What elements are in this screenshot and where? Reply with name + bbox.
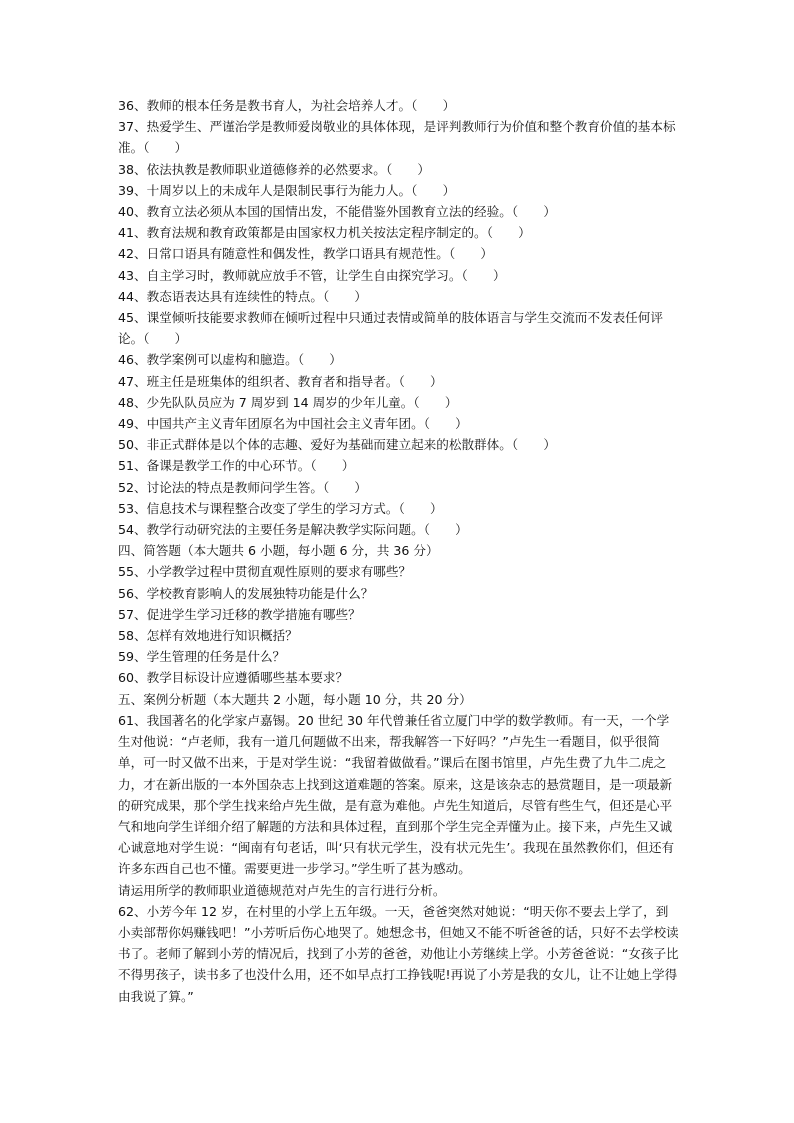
question-51: 51、备课是教学工作的中心环节。（ ） bbox=[118, 458, 355, 474]
question-50: 50、非正式群体是以个体的志趣、爱好为基础而建立起来的松散群体。（ ） bbox=[118, 437, 556, 453]
question-56: 56、学校教育影响人的发展独特功能是什么？ bbox=[118, 585, 374, 601]
question-42: 42、日常口语具有随意性和偶发性，教学口语具有规范性。（ ） bbox=[118, 246, 493, 262]
question-60: 60、教学目标设计应遵循哪些基本要求？ bbox=[118, 670, 349, 686]
question-55: 55、小学教学过程中贯彻直观性原则的要求有哪些？ bbox=[118, 564, 412, 580]
question-61-prompt: 请运用所学的教师职业道德规范对卢先生的言行进行分析。 bbox=[118, 882, 446, 898]
question-40: 40、教育立法必须从本国的国情出发，不能借鉴外国教育立法的经验。（ ） bbox=[118, 204, 556, 220]
question-46: 46、教学案例可以虚构和臆造。（ ） bbox=[118, 352, 342, 368]
question-37: 37、热爱学生、严谨治学是教师爱岗敬业的具体体现，是评判教师行为价值和整个教育价值的基本标准。（ ） bbox=[118, 119, 676, 156]
question-48: 48、少先队队员应为 7 周岁到 14 周岁的少年儿童。（ ） bbox=[118, 394, 458, 410]
question-57: 57、促进学生学习迁移的教学措施有哪些？ bbox=[118, 606, 361, 622]
question-58: 58、怎样有效地进行知识概括？ bbox=[118, 628, 298, 644]
question-59: 59、学生管理的任务是什么？ bbox=[118, 649, 286, 665]
question-43: 43、自主学习时，教师就应放手不管，让学生自由探究学习。（ ） bbox=[118, 267, 506, 283]
question-38: 38、依法执教是教师职业道德修养的必然要求。（ ） bbox=[118, 161, 430, 177]
question-61: 61、我国著名的化学家卢嘉锡。20 世纪 30 年代曾兼任省立厦门中学的数学教师。有一天，一个学生对他说：“卢老师，我有一道几何题做不出来，帮我解答一下好吗？”卢先生一看题目，似乎很简单，可一时又做不出来，于是对学生说：“我留着做做看。”课后在图书馆里，卢先生费了九牛二虎之力，才在新出版的一本外国杂志上找到这道难题的答案。原来，这是该杂志的悬赏题目，是一项最新的研究成果，那个学生找来给卢先生做，是有意为难他。卢先生知道后，尽管有些生气，但还是心平气和地向学生详细介绍了解题的方法和具体过程，直到那个学生完全弄懂为止。接下来，卢先生又诚心诚意地对学生说：“闽南有句老话，叫‘只有状元学生，没有状元先生’。我现在虽然教你们，但还有许多东西自己也不懂。需要更进一步学习。”学生听了甚为感动。 bbox=[118, 712, 675, 877]
question-44: 44、教态语表达具有连续性的特点。（ ） bbox=[118, 288, 368, 304]
exam-page bbox=[118, 95, 680, 1007]
question-53: 53、信息技术与课程整合改变了学生的学习方式。（ ） bbox=[118, 500, 443, 516]
question-36: 36、教师的根本任务是教书育人，为社会培养人才。（ ） bbox=[118, 98, 456, 113]
question-39: 39、十周岁以上的未成年人是限制民事行为能力人。（ ） bbox=[118, 182, 456, 198]
section-heading-case-analysis: 五、案例分析题（本大题共 2 小题，每小题 10 分，共 20 分） bbox=[118, 691, 472, 707]
question-62: 62、小芳今年 12 岁，在村里的小学上五年级。一天，爸爸突然对她说：“明天你不要去上学了，到小卖部帮你妈赚钱吧！”小芳听后伤心地哭了。她想念书，但她又不能不听爸爸的话，只好不去学校读书了。老师了解到小芳的情况后，找到了小芳的爸爸，劝他让小芳继续上学。小芳爸爸说：“女孩子比不得男孩子，读书多了也没什么用，还不如早点打工挣钱呢!再说了小芳是我的女儿，让不让她上学得由我说了算。” bbox=[118, 903, 679, 1004]
question-54: 54、教学行动研究法的主要任务是解决教学实际问题。（ ） bbox=[118, 522, 468, 538]
question-52: 52、讨论法的特点是教师问学生答。（ ） bbox=[118, 479, 368, 495]
question-41: 41、教育法规和教育政策都是由国家权力机关按法定程序制定的。（ ） bbox=[118, 225, 531, 241]
section-heading-short-answer: 四、简答题（本大题共 6 小题，每小题 6 分，共 36 分） bbox=[118, 543, 439, 559]
question-47: 47、班主任是班集体的组织者、教育者和指导者。（ ） bbox=[118, 373, 443, 389]
question-49: 49、中国共产主义青年团原名为中国社会主义青年团。（ ） bbox=[118, 416, 468, 432]
question-45: 45、课堂倾听技能要求教师在倾听过程中只通过表情或简单的肢体语言与学生交流而不发表任何评论。（ ） bbox=[118, 310, 663, 347]
